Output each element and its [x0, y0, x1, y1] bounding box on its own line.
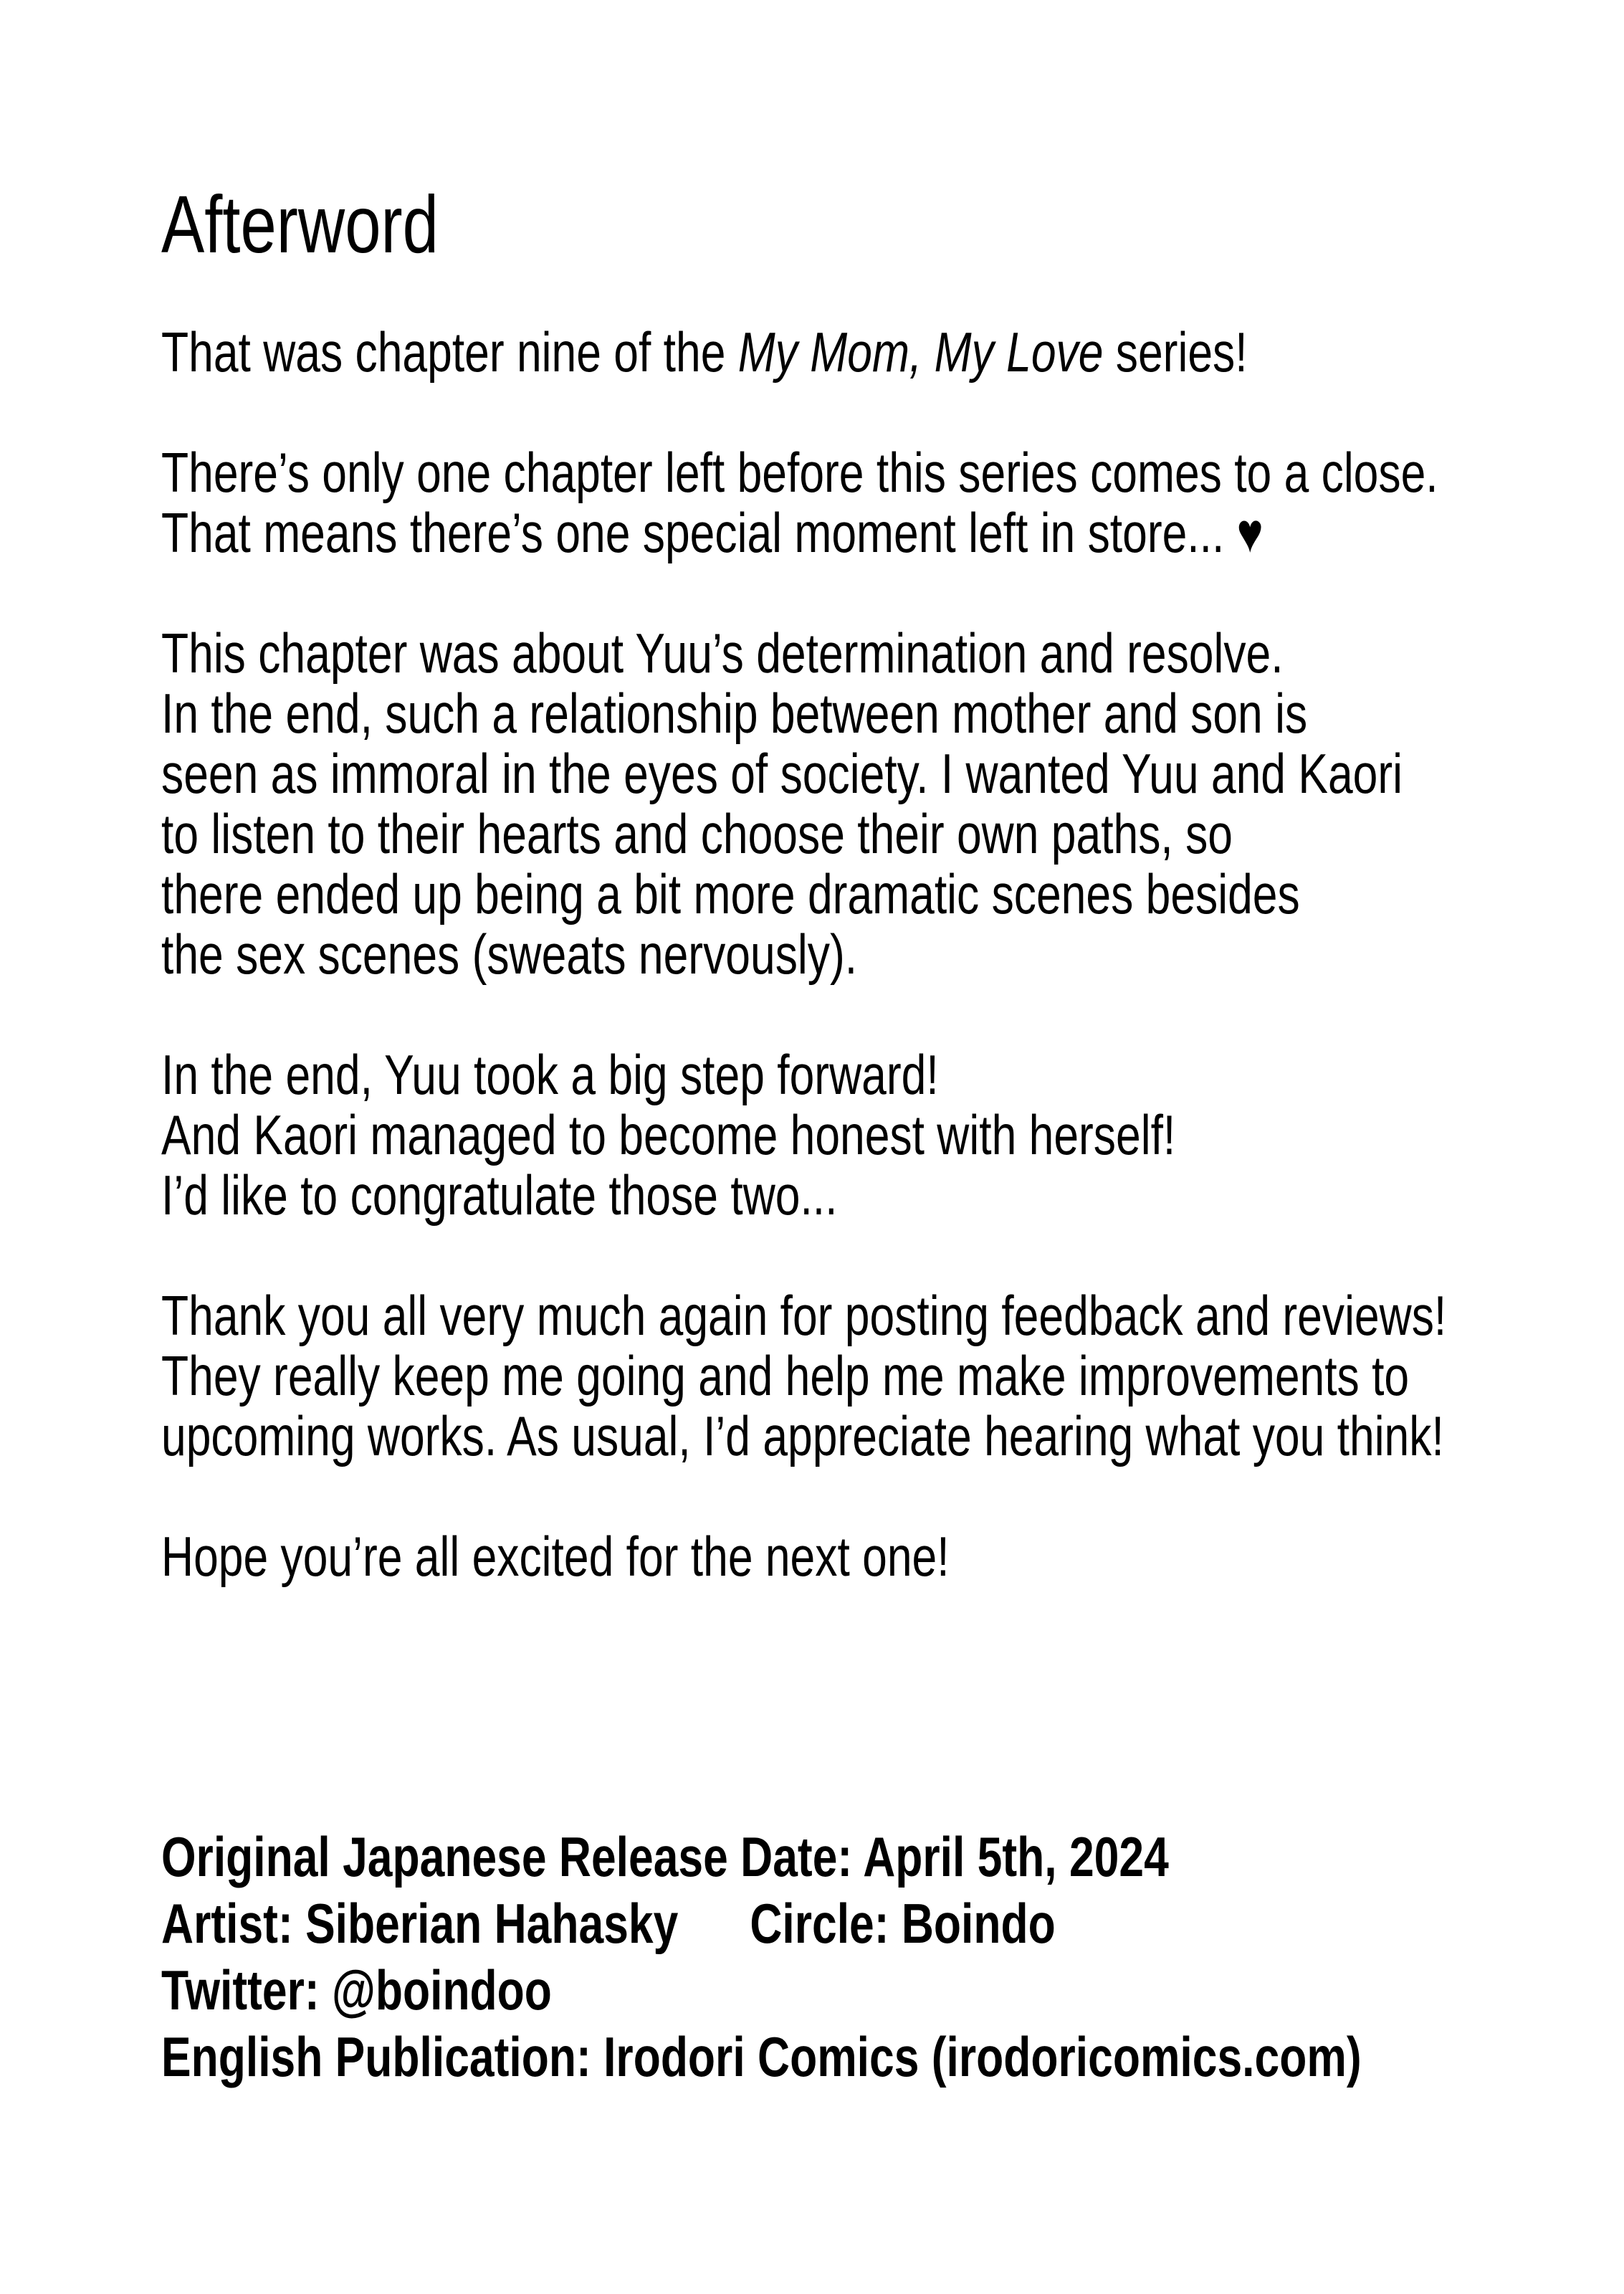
credits-release-date: Original Japanese Release Date: April 5th, 2024	[161, 1825, 1169, 1888]
paragraph-line: They really keep me going and help me make improvements to	[161, 1344, 1410, 1407]
paragraph-chapter-theme	[161, 623, 1624, 984]
paragraph-line: And Kaori managed to become honest with herself!	[161, 1103, 1176, 1166]
paragraph-line-with-heart: That means there’s one special moment left in store... ♥	[161, 501, 1264, 564]
paragraph-line: seen as immoral in the eyes of society. I wanted Yuu and Kaori	[161, 742, 1403, 805]
paragraph-line: This chapter was about Yuu’s determination and resolve.	[161, 622, 1284, 685]
credits-artist: Artist: Siberian Hahasky	[161, 1892, 679, 1955]
paragraph-line: There’s only one chapter left before this series comes to a close.	[161, 441, 1438, 504]
paragraph-line: I’d like to congratulate those two...	[161, 1163, 838, 1227]
intro-text-post: series!	[1103, 320, 1248, 384]
paragraph-line: upcoming works. As usual, I’d appreciate hearing what you think!	[161, 1404, 1444, 1467]
paragraph-thanks	[161, 1285, 1624, 1466]
credits-artist-circle	[161, 1890, 1624, 1957]
credits-twitter: Twitter: @boindoo	[161, 1959, 552, 2022]
paragraph-remaining-chapter	[161, 442, 1624, 563]
intro-line	[161, 322, 1624, 382]
series-title: My Mom, My Love	[737, 320, 1104, 384]
paragraph-line: In the end, Yuu took a big step forward!	[161, 1043, 939, 1106]
paragraph-line: Hope you’re all excited for the next one!	[161, 1525, 950, 1588]
intro-paragraph	[161, 322, 1624, 382]
paragraph-line: there ended up being a bit more dramatic scenes besides	[161, 862, 1300, 925]
credits-block	[161, 1824, 1624, 2090]
paragraph-line: Thank you all very much again for posting feedback and reviews!	[161, 1284, 1447, 1347]
page-content	[161, 0, 1624, 2090]
credits-circle: Circle: Boindo	[750, 1892, 1056, 1955]
paragraph-closing	[161, 1526, 1624, 1586]
intro-text-pre: That was chapter nine of the	[161, 320, 738, 384]
credits-publication: English Publication: Irodori Comics (irodoricomics.com)	[161, 2025, 1362, 2088]
paragraph-line: the sex scenes (sweats nervously).	[161, 923, 858, 986]
page-title: Afterword	[161, 179, 439, 270]
paragraph-line: In the end, such a relationship between mother and son is	[161, 682, 1308, 745]
paragraph-line: to listen to their hearts and choose their own paths, so	[161, 802, 1233, 865]
paragraph-congratulations	[161, 1044, 1624, 1225]
